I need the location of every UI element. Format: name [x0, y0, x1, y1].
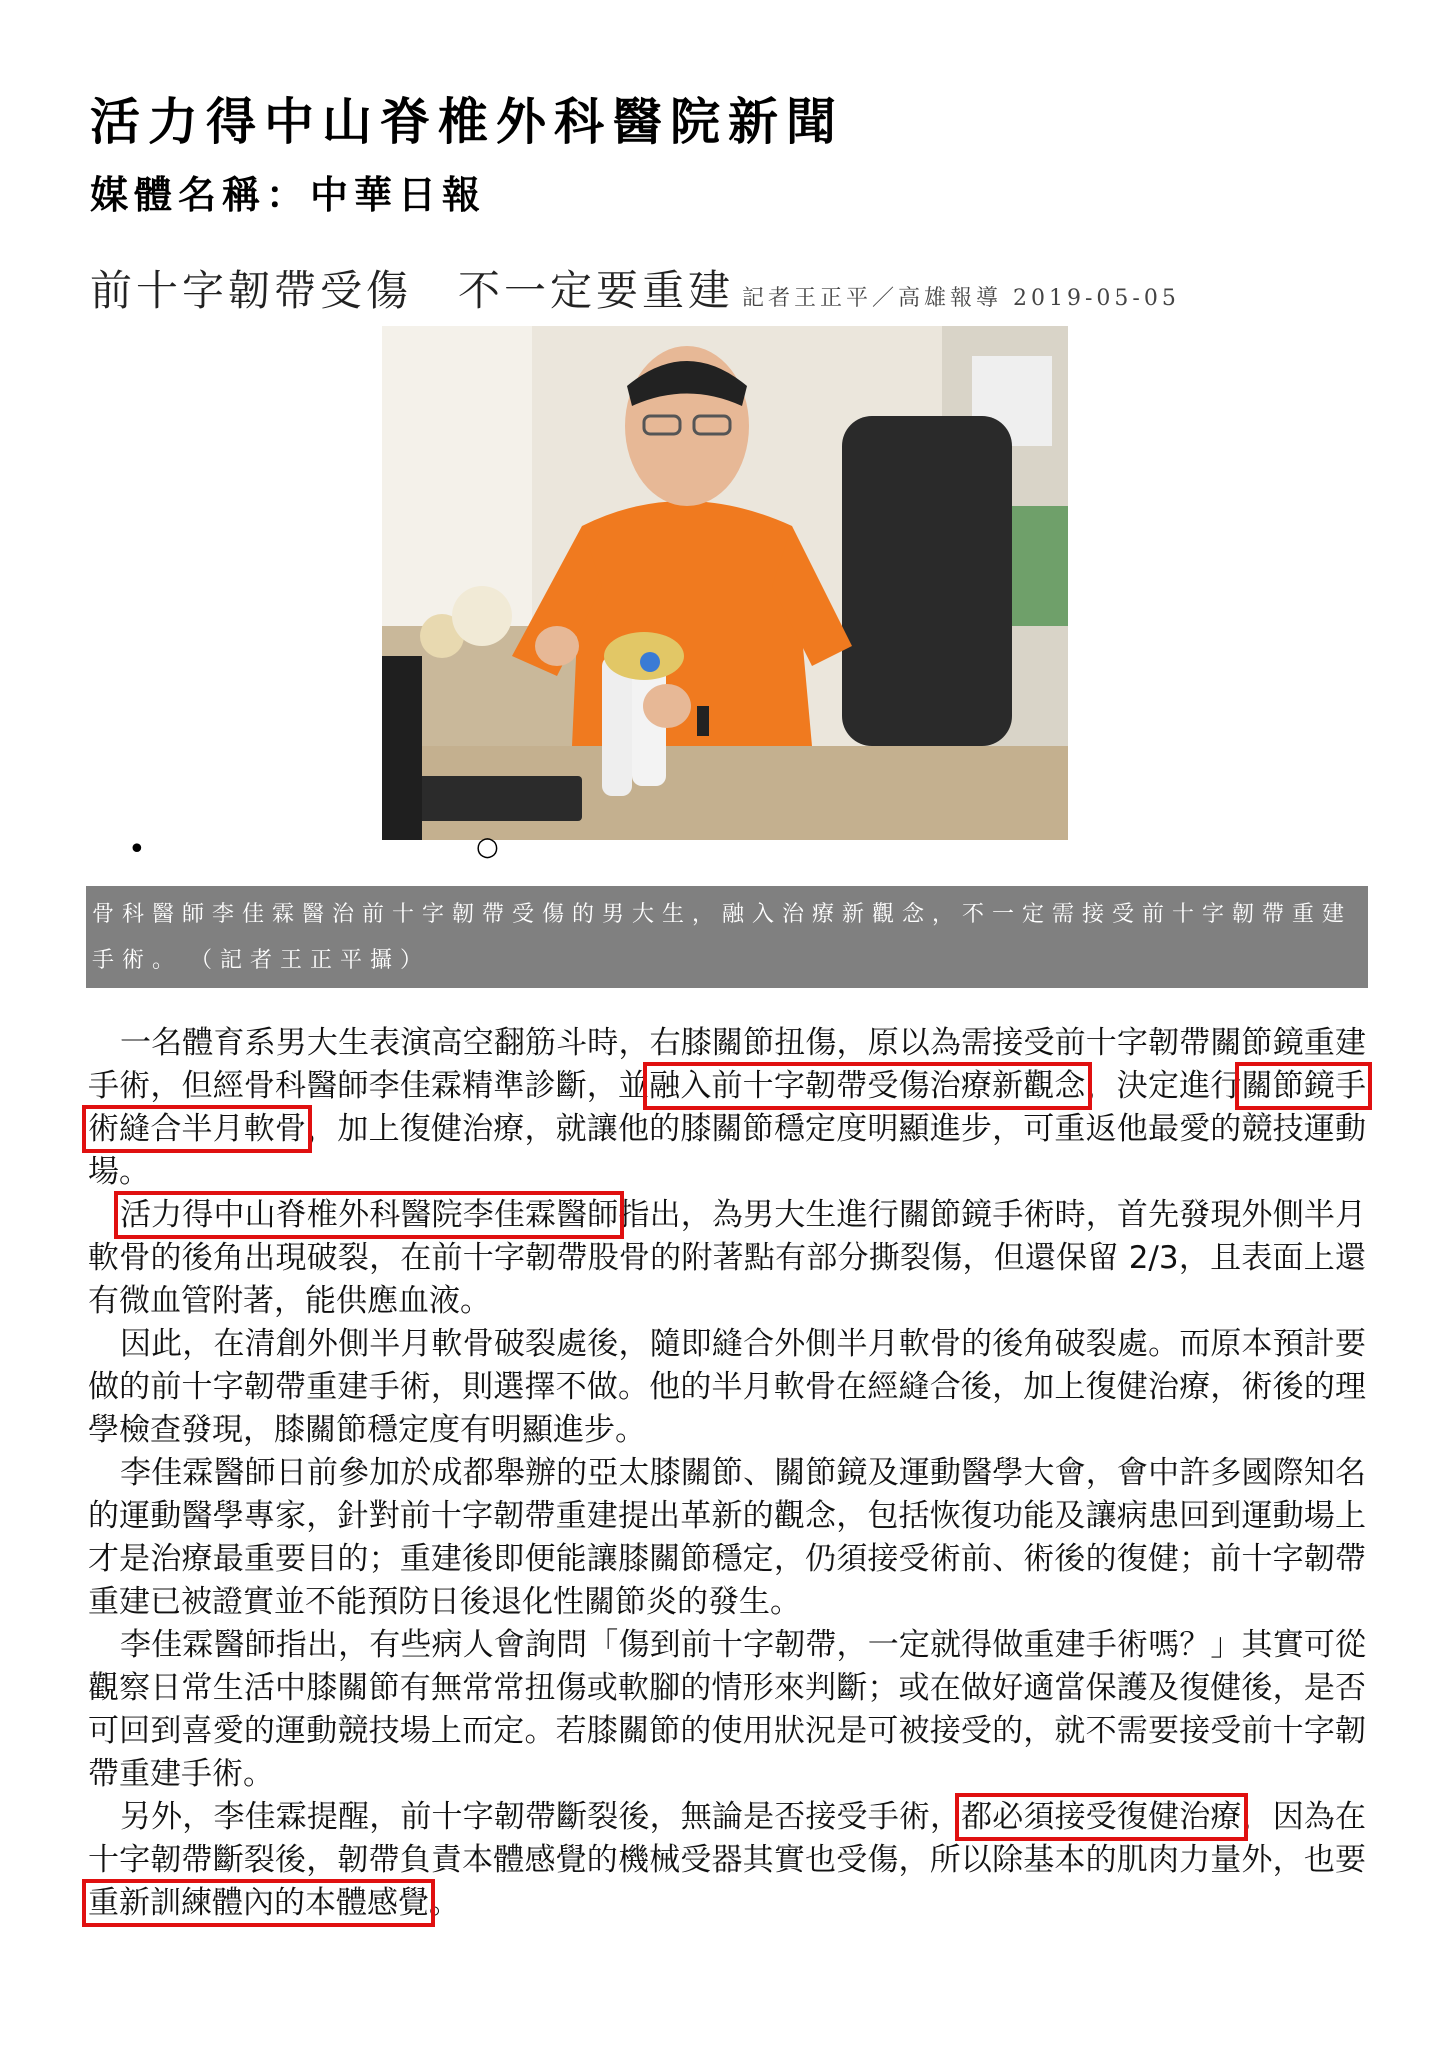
paragraph-text: 指出，為男大生進行關節鏡手術時，首先發現外側半月軟骨的後角出現破裂，在前十字韌帶股骨的附著點有部分撕裂傷，但還保留 2/3，且表面上還有微血管附著，能供應血液。 [88, 1197, 1367, 1319]
media-name-line: 媒體名稱：中華日報 [90, 172, 487, 217]
highlight-meniscus-suture: 關節鏡手術縫合半月軟骨 [88, 1068, 1367, 1147]
highlight-hospital-doctor: 活力得中山脊椎外科醫院李佳霖醫師 [120, 1197, 619, 1233]
paragraph-text: 一名體育系男大生表演高空翻筋斗時，右膝關節扭傷，原以為需接受前十字韌帶關節鏡重建手術，但經骨科醫師李佳霖精準診斷，並 [88, 1025, 1366, 1104]
site-title: 活力得中山脊椎外科醫院新聞 [90, 92, 844, 151]
paragraph-1 [88, 1022, 1366, 1194]
paragraph-5: 李佳霖醫師指出，有些病人會詢問「傷到前十字韌帶，一定就得做重建手術嗎？」其實可從觀察日常生活中膝關節有無常常扭傷或軟腳的情形來判斷；或在做好適當保護及復健後，是否可回到喜愛的運動競技場上而定。若膝關節的使用狀況是可被接受的，就不需要接受前十字韌帶重建手術。 [88, 1627, 1366, 1792]
highlight-proprioception: 重新訓練體內的本體感覺 [88, 1885, 429, 1921]
list-bullet: • [128, 832, 146, 867]
paragraph-text: 。 [429, 1885, 460, 1921]
article-body [88, 1022, 1366, 1925]
highlight-new-concept: 融入前十字韌帶受傷治療新觀念 [649, 1068, 1086, 1104]
paragraph-6 [88, 1796, 1366, 1925]
paragraph-text: ，加上復健治療，就讓他的膝關節穩定度明顯進步，可重返他最愛的競技運動場。 [88, 1111, 1367, 1190]
photo-caption: 骨科醫師李佳霖醫治前十字韌帶受傷的男大生，融入治療新觀念，不一定需接受前十字韌帶重建手術。 （記者王正平攝） [86, 886, 1368, 988]
article-photo [382, 326, 1068, 840]
article-byline: 記者王正平／高雄報導 2019-05-05 [742, 286, 1180, 311]
highlight-rehab: 都必須接受復健治療 [961, 1799, 1242, 1835]
paragraph-4: 李佳霖醫師日前參加於成都舉辦的亞太膝關節、關節鏡及運動醫學大會，會中許多國際知名的運動醫學專家，針對前十字韌帶重建提出革新的觀念，包括恢復功能及讓病患回到運動場上才是治療最重要目的；重建後即便能讓膝關節穩定，仍須接受術前、術後的復健；前十字韌帶重建已被證實並不能預防日後退化性關節炎的發生。 [88, 1455, 1366, 1620]
paragraph-text: ，因為在十字韌帶斷裂後，韌帶負責本體感覺的機械受器其實也受傷，所以除基本的肌肉力量外，也要 [88, 1799, 1367, 1878]
circle-mark: ○ [476, 832, 499, 862]
paragraph-2 [88, 1194, 1366, 1323]
paragraph-text: 另外，李佳霖提醒，前十字韌帶斷裂後，無論是否接受手術， [120, 1799, 962, 1835]
article-headline: 前十字韌帶受傷 不一定要重建 [90, 266, 735, 315]
paragraph-text: ，決定進行 [1085, 1068, 1242, 1104]
paragraph-3: 因此，在清創外側半月軟骨破裂處後，隨即縫合外側半月軟骨的後角破裂處。而原本預計要做的前十字韌帶重建手術，則選擇不做。他的半月軟骨在經縫合後，加上復健治療，術後的理學檢查發現，膝關節穩定度有明顯進步。 [88, 1326, 1366, 1448]
article-header [90, 258, 1180, 318]
